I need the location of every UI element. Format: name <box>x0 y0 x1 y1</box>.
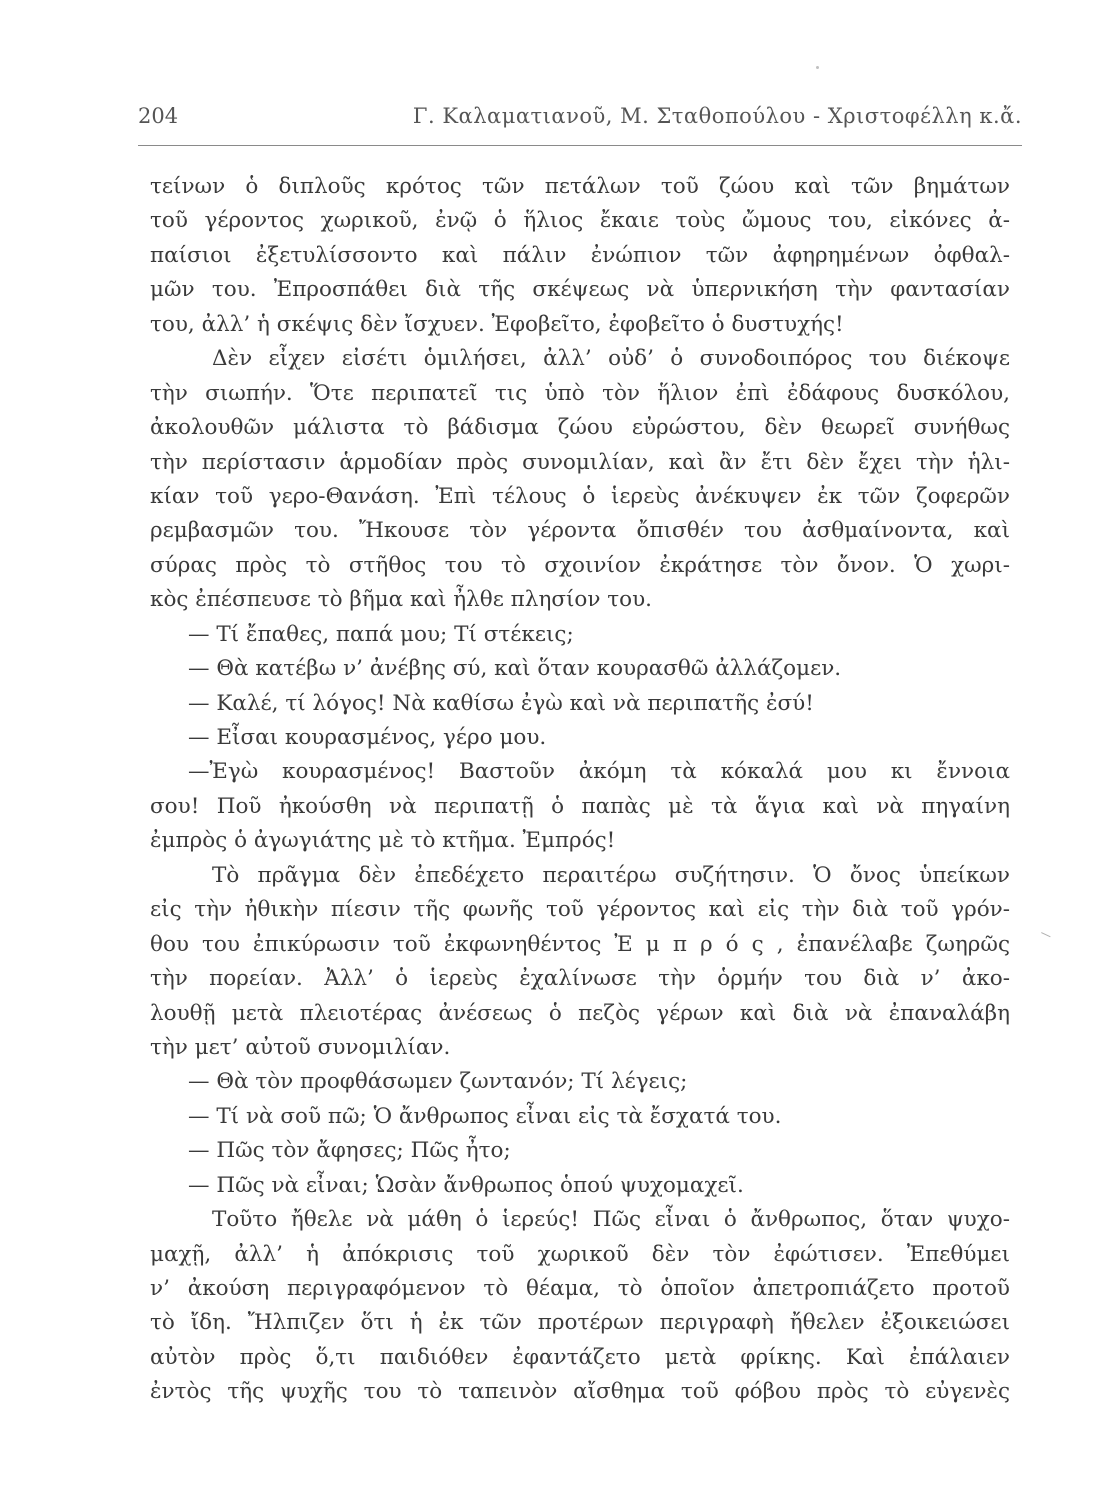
text-line: — Εἶσαι κουρασμένος, γέρο μου. <box>188 725 547 750</box>
text-line: — Πῶς τὸν ἄφησες; Πῶς ἦτο; <box>188 1138 511 1164</box>
text-line: — Πῶς νὰ εἶναι; Ὡσὰν ἄνθρωπος ὁπού ψυχομαχεῖ. <box>188 1172 744 1198</box>
text-line: Τὸ πρᾶγμα δὲν ἐπεδέχετο περαιτέρω συζήτησιν. Ὁ ὄνος ὑπείκων <box>212 862 1010 888</box>
text-line: του, ἀλλ’ ἡ σκέψις δὲν ἴσχυεν. Ἐφοβεῖτο, ἐφοβεῖτο ὁ δυστυχής! <box>150 311 844 337</box>
text-line: — Τί ἔπαθες, παπά μου; Τί στέκεις; <box>188 621 574 647</box>
text-line: ἐντὸς τῆς ψυχῆς του τὸ ταπεινὸν αἴσθημα τοῦ φόβου πρὸς τὸ εὐγενὲς <box>150 1379 1010 1405</box>
text-line: Δὲν εἶχεν εἰσέτι ὁμιλήσει, ἀλλ’ οὐδ’ ὁ συνοδοιπόρος του διέκοψε <box>212 346 1010 372</box>
page-header <box>138 100 1022 136</box>
text-line: τὸ ἴδη. Ἤλπιζεν ὅτι ἡ ἐκ τῶν προτέρων περιγραφὴ ἤθελεν ἐξοικειώσει <box>150 1310 1010 1336</box>
scan-speck <box>816 66 819 69</box>
text-line: παίσιοι ἐξετυλίσσοντο καὶ πάλιν ἐνώπιον τῶν ἀφηρημένων ὀφθαλ- <box>150 242 1010 268</box>
text-line: — Καλέ, τί λόγος! Νὰ καθίσω ἐγὼ καὶ νὰ περιπατῆς ἐσύ! <box>188 690 814 716</box>
running-title: Γ. Καλαματιανοῦ, Μ. Σταθοπούλου - Χριστοφέλλη κ.ἄ. <box>412 104 1022 128</box>
page-number: 204 <box>138 104 179 128</box>
text-line: αὐτὸν πρὸς ὅ,τι παιδιόθεν ἐφαντάζετο μετὰ φρίκης. Καὶ ἐπάλαιεν <box>150 1344 1010 1370</box>
text-line: θου του ἐπικύρωσιν τοῦ ἐκφωνηθέντος Ἐ μ π ρ ό ς , ἐπανέλαβε ζωηρῶς <box>150 931 1010 957</box>
text-line: ἀκολουθῶν μάλιστα τὸ βάδισμα ζώου εὐρώστου, δὲν θεωρεῖ συνήθως <box>150 415 1010 441</box>
text-line: Τοῦτο ἤθελε νὰ μάθη ὁ ἱερεύς! Πῶς εἶναι ὁ ἄνθρωπος, ὅταν ψυχο- <box>212 1207 1010 1233</box>
text-line: — Θὰ κατέβω ν’ ἀνέβης σύ, καὶ ὅταν κουρασθῶ ἀλλάζομεν. <box>188 656 842 682</box>
text-line: σου! Ποῦ ἠκούσθη νὰ περιπατῇ ὁ παπὰς μὲ τὰ ἅγια καὶ νὰ πηγαίνη <box>150 793 1010 819</box>
text-line: ἐμπρὸς ὁ ἀγωγιάτης μὲ τὸ κτῆμα. Ἐμπρός! <box>150 828 616 854</box>
text-line: εἰς τὴν ἠθικὴν πίεσιν τῆς φωνῆς τοῦ γέροντος καὶ εἰς τὴν διὰ τοῦ γρόν- <box>150 897 1010 923</box>
text-line: μαχῇ, ἀλλ’ ἡ ἀπόκρισις τοῦ χωρικοῦ δὲν τὸν ἐφώτισεν. Ἐπεθύμει <box>150 1241 1010 1267</box>
body-text <box>150 170 1010 1410</box>
text-line: — Θὰ τὸν προφθάσωμεν ζωντανόν; Τί λέγεις; <box>188 1069 688 1095</box>
text-line: κὸς ἐπέσπευσε τὸ βῆμα καὶ ἦλθε πλησίον του. <box>150 587 653 613</box>
text-line: κίαν τοῦ γερο-Θανάση. Ἐπὶ τέλους ὁ ἱερεὺς ἀνέκυψεν ἐκ τῶν ζοφερῶν <box>150 483 1010 509</box>
text-line: σύρας πρὸς τὸ στῆθος του τὸ σχοινίον ἐκράτησε τὸν ὄνον. Ὁ χωρι- <box>150 552 1010 578</box>
text-line: — Τί νὰ σοῦ πῶ; Ὁ ἄνθρωπος εἶναι εἰς τὰ ἔσχατά του. <box>188 1103 782 1129</box>
text-line: ρεμβασμῶν του. Ἤκουσε τὸν γέροντα ὄπισθέν του ἀσθμαίνοντα, καὶ <box>150 518 1010 544</box>
text-line: τείνων ὁ διπλοῦς κρότος τῶν πετάλων τοῦ ζώου καὶ τῶν βημάτων <box>150 174 1010 199</box>
text-line: μῶν του. Ἐπροσπάθει διὰ τῆς σκέψεως νὰ ὑπερνικήση τὴν φαντασίαν <box>150 277 1010 303</box>
text-line: τὴν περίστασιν ἁρμοδίαν πρὸς συνομιλίαν, καὶ ἂν ἔτι δὲν ἔχει τὴν ἡλι- <box>150 449 1010 475</box>
text-line: τὴν σιωπήν. Ὅτε περιπατεῖ τις ὑπὸ τὸν ἥλιον ἐπὶ ἐδάφους δυσκόλου, <box>150 380 1010 406</box>
text-line: ν’ ἀκούση περιγραφόμενον τὸ θέαμα, τὸ ὁποῖον ἀπετροπιάζετο προτοῦ <box>150 1276 1010 1301</box>
header-rule <box>138 145 1022 146</box>
margin-mark <box>1039 932 1050 941</box>
text-line: τοῦ γέροντος χωρικοῦ, ἐνῷ ὁ ἥλιος ἔκαιε τοὺς ὤμους του, εἰκόνες ἀ- <box>150 208 1010 234</box>
text-line: λουθῇ μετὰ πλειοτέρας ἀνέσεως ὁ πεζὸς γέρων καὶ διὰ νὰ ἐπαναλάβη <box>150 1000 1010 1026</box>
text-line: τὴν μετ’ αὐτοῦ συνομιλίαν. <box>150 1034 451 1060</box>
text-line: τὴν πορείαν. Ἀλλ’ ὁ ἱερεὺς ἐχαλίνωσε τὴν ὁρμήν του διὰ ν’ ἀκο- <box>150 966 1010 992</box>
text-line: —Ἐγὼ κουρασμένος! Βαστοῦν ἀκόμη τὰ κόκαλά μου κι ἔννοια <box>188 759 1010 785</box>
